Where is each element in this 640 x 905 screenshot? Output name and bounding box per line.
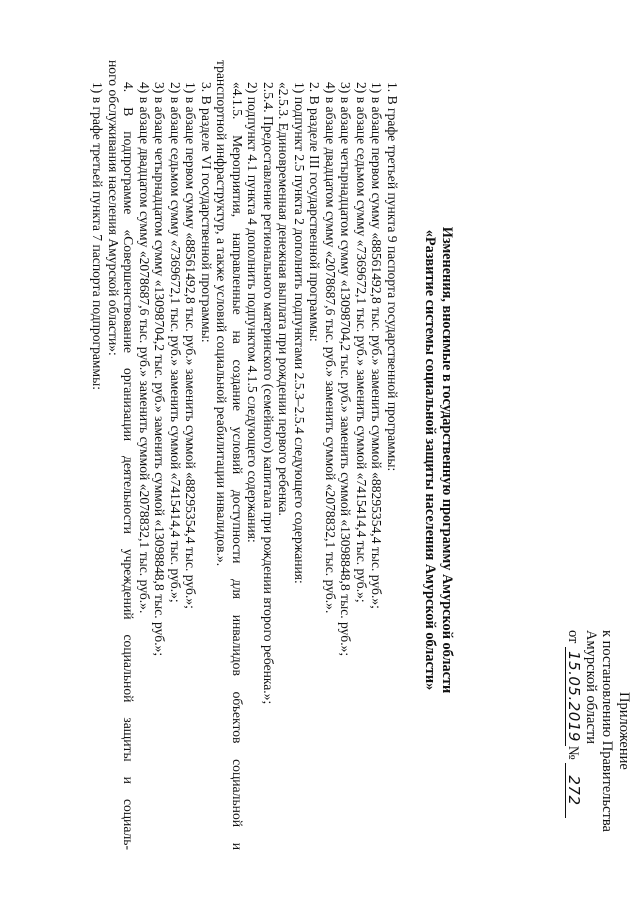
- paragraph: 1) в абзаце первом сумму «88561492,8 тыс. руб.» заменить суммой «88295354,4 тыс. руб.»;: [183, 82, 199, 609]
- handwritten-date: 15.05.2019: [565, 647, 583, 746]
- paragraph: 1) в графе третьей пункта 7 паспорта подпрограммы:: [90, 82, 106, 391]
- paragraph: 1) в абзаце первом сумму «88561492,8 тыс. руб.» заменить суммой «88295354,4 тыс. руб.»;: [369, 82, 385, 609]
- paragraph: 2) подпункт 4.1 пункта 4 дополнить подпунктом 4.1.5 следующего содержания:: [245, 82, 261, 543]
- paragraph: 3) в абзаце четырнадцатом сумму «13098704,2 тыс. руб.» заменить суммой «13098848,8 тыс. руб.»;: [338, 82, 354, 657]
- title-line-2: «Развитие системы социальной защиты населения Амурской области»: [422, 229, 439, 691]
- date-prefix: от: [565, 630, 582, 644]
- paragraph: 1. В графе третьей пункта 9 паспорта государственной программы:: [385, 82, 400, 472]
- paragraph: «4.1.5. Мероприятия, направленные на создание условий доступности для инвалидов объектов социальной и: [230, 82, 245, 850]
- paragraph: 2. В разделе III государственной программы:: [307, 82, 323, 342]
- paragraph: 2.5.4. Предоставление регионального материнского (семейного) капитала при рождении второго ребенка.»;: [261, 82, 276, 705]
- document-body: [90, 60, 400, 850]
- paragraph: «2.5.3. Единовременная денежная выплата при рождении первого ребенка.: [276, 82, 292, 516]
- document-title: [422, 110, 455, 810]
- paragraph: 2) в абзаце седьмом сумму «7369672,1 тыс. руб.» заменить суммой «7415414,4 тыс. руб.»;: [354, 82, 369, 603]
- appendix-region-line: Амурской области: [583, 630, 599, 744]
- handwritten-number: 272: [565, 763, 583, 817]
- paragraph: 4. В подпрограмме «Совершенствование организации деятельности учреждений социальной защиты и социаль-: [121, 82, 137, 850]
- appendix-label: Приложение: [616, 692, 632, 770]
- title-line-1: Изменения, вносимые в государственную программу Амурской области: [439, 226, 455, 694]
- paragraph: 3) в абзаце четырнадцатом сумму «13098704,2 тыс. руб.» заменить суммой «13098848,8 тыс. руб.»;: [152, 82, 168, 657]
- appendix-resolution-line: к постановлению Правительства: [599, 630, 616, 832]
- paragraph: 3. В разделе VI государственной программы:: [199, 82, 214, 343]
- paragraph: 4) в абзаце двадцатом сумму «2078687,6 тыс. руб.» заменить суммой «2078832,1 тыс. руб.».: [137, 82, 152, 614]
- paragraph: 1) подпункт 2.5 пункта 2 дополнить подпунктами 2.5.3–2.5.4 следующего содержания:: [292, 82, 307, 584]
- paragraph: ного обслуживания населения Амурской области»:: [106, 60, 121, 356]
- appendix-block: [565, 630, 632, 860]
- appendix-date-line: [565, 630, 583, 860]
- number-prefix: №: [565, 745, 582, 760]
- paragraph: транспортной инфраструктур, а также условий социальной реабилитации инвалидов.».: [214, 60, 230, 567]
- paragraph: 4) в абзаце двадцатом сумму «2078687,6 тыс. руб.» заменить суммой «2078832,1 тыс. руб.».: [323, 82, 338, 614]
- paragraph: 2) в абзаце седьмом сумму «7369672,1 тыс. руб.» заменить суммой «7415414,4 тыс. руб.»;: [168, 82, 183, 603]
